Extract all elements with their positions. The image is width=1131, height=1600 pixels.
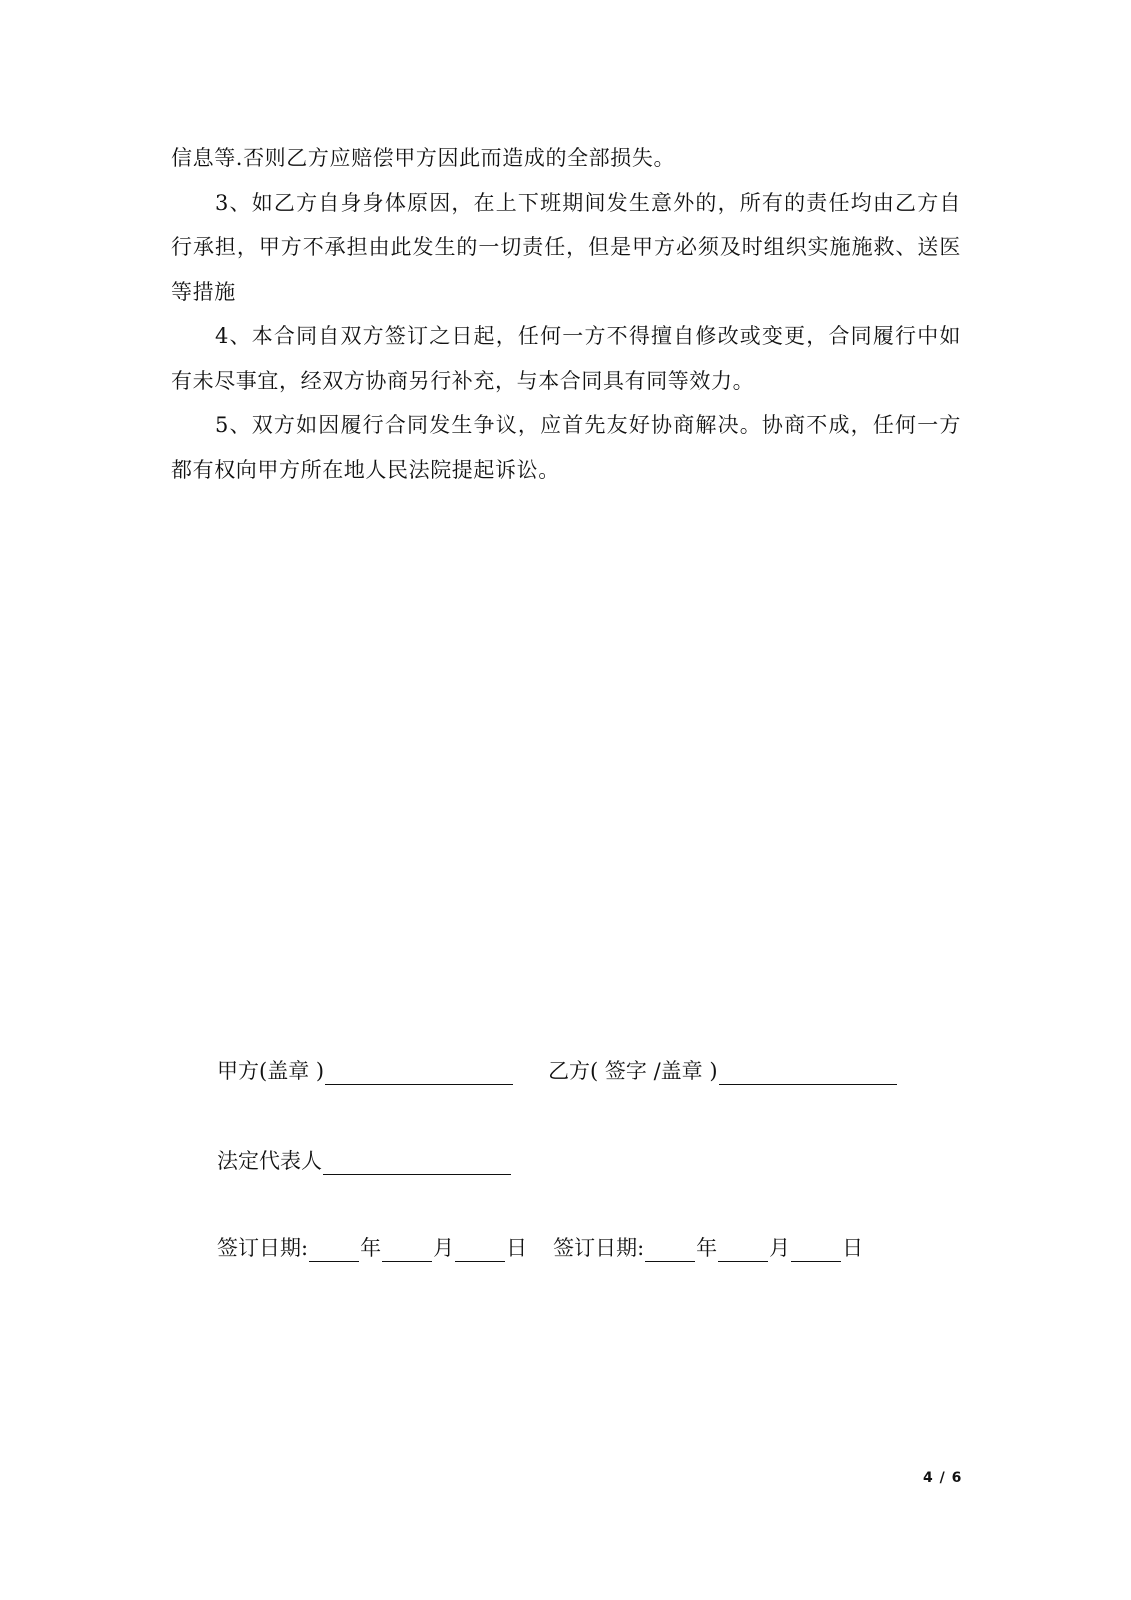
date-b-day: 日 (842, 1236, 864, 1260)
party-b-label: 乙方( 签字 /盖章 ) (548, 1059, 718, 1083)
date-b-year-line (645, 1239, 695, 1262)
date-a-day-line (455, 1239, 505, 1262)
contract-clauses (171, 136, 961, 492)
date-a-day: 日 (506, 1236, 528, 1260)
party-signature-row (217, 1055, 898, 1085)
date-a-year-line (309, 1239, 359, 1262)
date-b-month-line (718, 1239, 768, 1262)
date-a-month-line (382, 1239, 432, 1262)
party-b-signature-line (719, 1062, 897, 1085)
date-b-month: 月 (769, 1236, 791, 1260)
clause-continuation: 信息等.否则乙方应赔偿甲方因此而造成的全部损失。 (171, 146, 676, 170)
date-b-year: 年 (696, 1236, 718, 1260)
legal-rep-label: 法定代表人 (217, 1149, 322, 1173)
party-a-seal-line (325, 1062, 513, 1085)
date-b-day-line (791, 1239, 841, 1262)
date-label-b: 签订日期: (553, 1236, 645, 1260)
clause-3: 3、如乙方自身身体原因，在上下班期间发生意外的，所有的责任均由乙方自行承担，甲方不承担由此发生的一切责任，但是甲方必须及时组织实施施救、送医等措施 (171, 190, 961, 304)
signing-date-row (217, 1232, 863, 1262)
clause-5: 5、双方如因履行合同发生争议，应首先友好协商解决。协商不成，任何一方都有权向甲方所在地人民法院提起诉讼。 (171, 413, 961, 482)
page-number: 4 / 6 (923, 1470, 963, 1486)
date-a-year: 年 (360, 1236, 382, 1260)
date-a-month: 月 (433, 1236, 455, 1260)
date-label-a: 签订日期: (217, 1236, 309, 1260)
legal-rep-line (323, 1152, 511, 1175)
clause-4: 4、本合同自双方签订之日起，任何一方不得擅自修改或变更，合同履行中如有未尽事宜，经双方协商另行补充，与本合同具有同等效力。 (171, 324, 961, 393)
party-a-label: 甲方(盖章 ) (217, 1059, 325, 1083)
legal-representative-row (217, 1145, 512, 1175)
